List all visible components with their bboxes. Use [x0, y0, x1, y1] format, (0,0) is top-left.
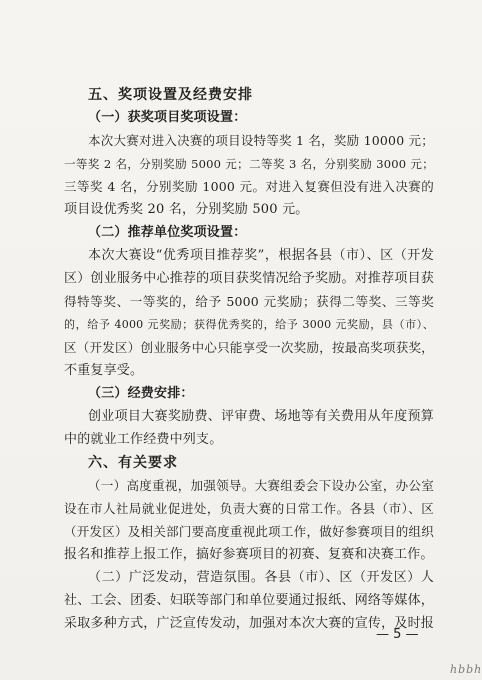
paragraph-line: （一）高度重视，加强领导。大赛组委会下设办公室，办公室 [88, 478, 434, 493]
paragraph-line: （开发区）及相关部门要高度重视此项工作，做好参赛项目的组织 [64, 524, 434, 539]
subheading-funding: （三）经费安排： [88, 386, 194, 401]
paragraph-line: 不重复享受。 [64, 363, 144, 378]
subheading-award-projects: （一）获奖项目奖项设置： [88, 110, 247, 125]
paragraph-line: 采取多种方式，广泛宣传发动，加强对本次大赛的宣传，及时报 [64, 616, 434, 631]
paragraph-line: 中的就业工作经费中列支。 [64, 432, 223, 447]
paragraph-line: 报名和推荐上报工作，搞好参赛项目的初赛、复赛和决赛工作。 [64, 547, 434, 562]
paragraph-line: 得特等奖、一等奖的，给予 5000 元奖励；获得二等奖、三等奖 [64, 294, 434, 309]
paragraph-line: 区）创业服务中心推荐的项目获奖情况给予奖励。对推荐项目获 [64, 271, 434, 286]
page-number: — 5 — [376, 627, 419, 642]
paragraph-line: （二）广泛发动，营造氛围。各县（市）、区（开发区）人 [88, 570, 434, 585]
paragraph-line: 的，给予 4000 元奖励；获得优秀奖的，给予 3000 元奖励，县（市）、 [64, 318, 434, 331]
paragraph-line: 区（开发区）创业服务中心只能享受一次奖励，按最高奖项获奖， [64, 340, 434, 355]
paragraph-line: 项目设优秀奖 20 名，分别奖励 500 元。 [64, 202, 309, 217]
section-heading-5: 五、奖项设置及经费安排 [88, 87, 253, 103]
paragraph-line: 一等奖 2 名，分别奖励 5000 元；二等奖 3 名，分别奖励 3000 元； [64, 157, 434, 171]
watermark: hbbh [450, 663, 482, 676]
paragraph-line: 本次大赛设“优秀项目推荐奖”，根据各县（市）、区（开发 [88, 248, 434, 263]
section-heading-6: 六、有关要求 [88, 455, 178, 471]
paragraph-line: 本次大赛对进入决赛的项目设特等奖 1 名，奖励 10000 元； [88, 133, 434, 148]
paragraph-line: 三等奖 4 名，分别奖励 1000 元。对进入复赛但没有进入决赛的 [64, 179, 434, 194]
paragraph-line: 社、工会、团委、妇联等部门和单位要通过报纸、网络等媒体， [64, 593, 434, 608]
paragraph-line: 创业项目大赛奖励费、评审费、场地等有关费用从年度预算 [88, 409, 434, 424]
subheading-recommending-units: （二）推荐单位奖项设置： [88, 225, 247, 240]
paragraph-line: 设在市人社局就业促进处，负责大赛的日常工作。各县（市）、区 [64, 501, 434, 516]
